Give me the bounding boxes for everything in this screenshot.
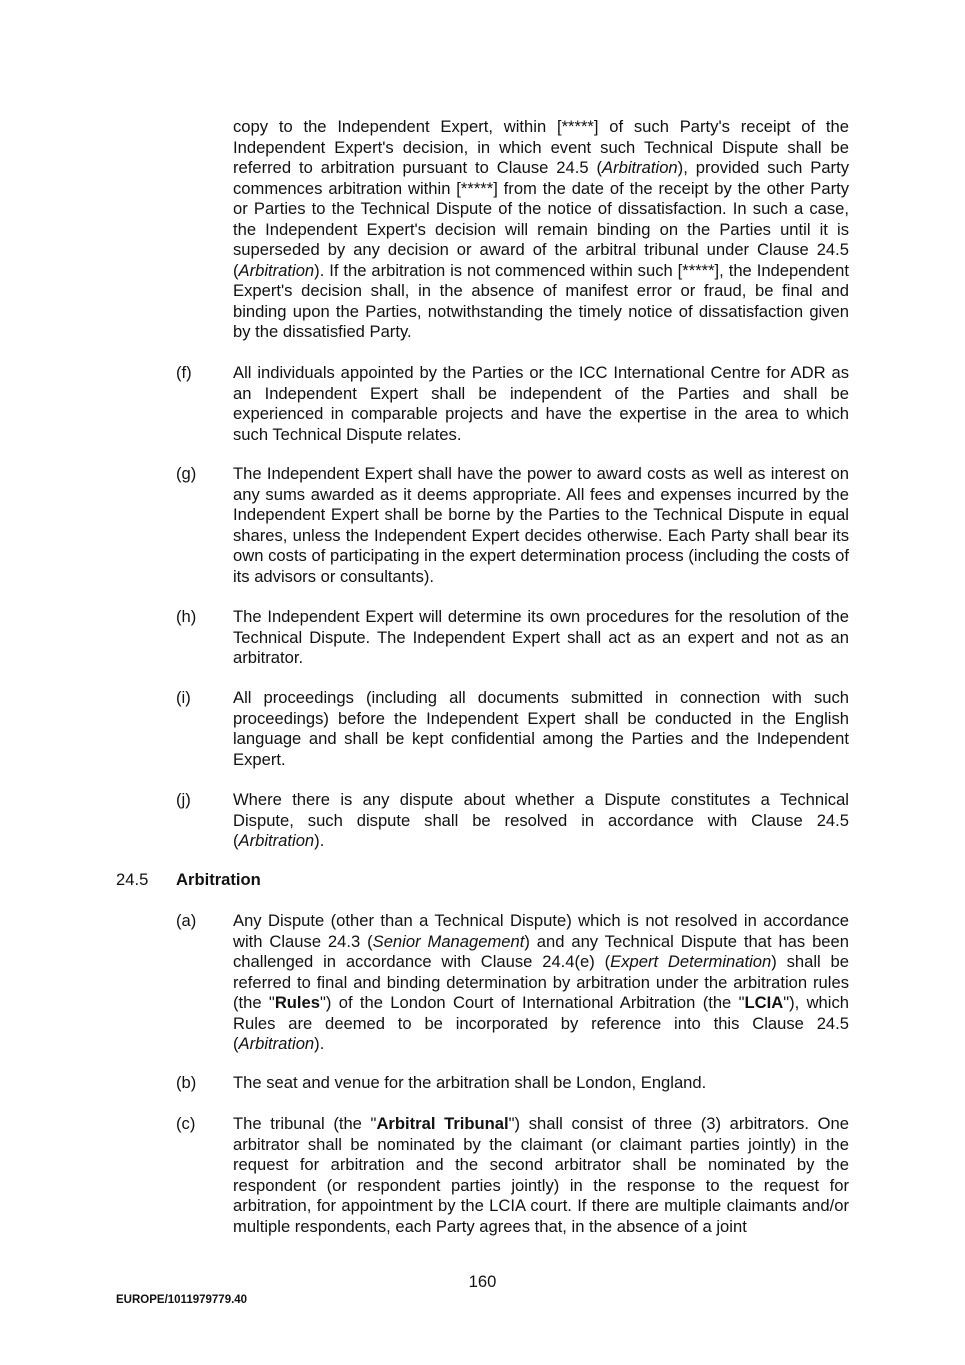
- item-label-g: (g): [176, 464, 197, 483]
- paragraph-text: ") of the London Court of International Arbitration (the ": [320, 993, 745, 1012]
- paragraph-text: ).: [314, 831, 325, 850]
- item-label-j: (j): [176, 790, 191, 809]
- item-text-h: The Independent Expert will determine its own procedures for the resolution of the Technical Dispute. The Independent Expert shall act as an expert and not as an arbitrator.: [233, 607, 849, 667]
- paragraph-text: ") shall consist of three (3) arbitrators. One arbitrator shall be nominated by the claimant (or claimant parties jointly) in the request for arbitration and the second arbitrator shall be nominated by the respondent (or respondent parties jointly) in the response to the request for arbitration, for appointment by the LCIA court. If there are multiple claimants and/or multiple respondents, each Party agrees that, in the absence of a joint: [233, 1114, 849, 1236]
- clause-reference: Arbitration: [238, 1034, 315, 1053]
- item-label-i: (i): [176, 688, 191, 707]
- item-text-a: [233, 911, 849, 1055]
- clause-reference: Senior Management: [372, 931, 525, 951]
- clause-reference: Arbitration: [238, 831, 315, 850]
- page-number: 160: [468, 1272, 497, 1291]
- document-reference: EUROPE/1011979779.40: [116, 1294, 248, 1306]
- clause-reference: Expert Determination: [610, 952, 772, 971]
- paragraph-text: Any Dispute (other than a Technical Dispute) which is not resolved in accordance with Clause 24.3 (: [233, 911, 849, 951]
- clause-reference: Arbitration: [238, 260, 315, 280]
- section-number: 24.5: [116, 870, 149, 889]
- defined-term: Arbitral Tribunal: [376, 1114, 509, 1133]
- paragraph-text: ) and any Technical Dispute that has been challenged in accordance with Clause 24.4(e) (: [233, 931, 849, 971]
- item-label-a: (a): [176, 911, 197, 930]
- clause-reference: Arbitration: [602, 158, 678, 177]
- item-text-j: [233, 790, 849, 852]
- paragraph-text: Where there is any dispute about whether a Dispute constitutes a Technical Dispute, such dispute shall be resolved in accordance with Clause 24.5 (: [233, 790, 849, 850]
- item-text-c: [233, 1114, 849, 1237]
- defined-term: Rules: [274, 993, 320, 1012]
- section-title: Arbitration: [176, 870, 261, 889]
- item-text-i: All proceedings (including all documents submitted in connection with such proceedings) before the Independent Expert shall be conducted in the English language and shall be kept confidential among the Parties and the Independent Expert.: [233, 688, 849, 769]
- item-label-f: (f): [176, 363, 192, 382]
- paragraph-text: ). If the arbitration is not commenced within such [*****], the Independent Expert's decision shall, in the absence of manifest error or fraud, be final and binding upon the Parties, notwithstanding the timely notice of dissatisfaction given by the dissatisfied Party.: [233, 260, 849, 341]
- item-text-f: All individuals appointed by the Parties or the ICC International Centre for ADR as an Independent Expert shall be independent of the Parties and shall be experienced in comparable projects and have the expertise in the area to which such Technical Dispute relates.: [233, 363, 849, 444]
- continuation-paragraph: [233, 117, 849, 343]
- paragraph-text: ).: [314, 1034, 325, 1053]
- item-label-h: (h): [176, 607, 197, 626]
- paragraph-text: copy to the Independent Expert, within [*****] of such Party's receipt of the Independent Expert's decision, in which event such Technical Dispute shall be referred to arbitration pursuant to Clause 24.5 (: [233, 117, 849, 177]
- paragraph-text: "), which Rules are deemed to be incorporated by reference into this Clause 24.5 (: [233, 993, 849, 1053]
- item-label-b: (b): [176, 1073, 197, 1092]
- item-text-b: The seat and venue for the arbitration shall be London, England.: [233, 1073, 707, 1092]
- paragraph-text: The tribunal (the ": [233, 1114, 377, 1133]
- paragraph-text: ) shall be referred to final and binding determination by arbitration under the arbitration rules (the ": [233, 952, 849, 1012]
- item-label-c: (c): [176, 1114, 196, 1133]
- paragraph-text: ), provided such Party commences arbitration within [*****] from the date of the receipt by the other Party or Parties to the Technical Dispute of the notice of dissatisfaction. In such a case, the Independent Expert's decision will remain binding on the Parties until it is superseded by any decision or award of the arbitral tribunal under Clause 24.5 (: [233, 158, 849, 280]
- defined-term: LCIA: [744, 993, 784, 1012]
- item-text-g: The Independent Expert shall have the power to award costs as well as interest on any sums awarded as it deems appropriate. All fees and expenses incurred by the Independent Expert shall be borne by the Parties to the Technical Dispute in equal shares, unless the Independent Expert decides otherwise. Each Party shall bear its own costs of participating in the expert determination process (including the costs of its advisors or consultants).: [233, 464, 849, 586]
